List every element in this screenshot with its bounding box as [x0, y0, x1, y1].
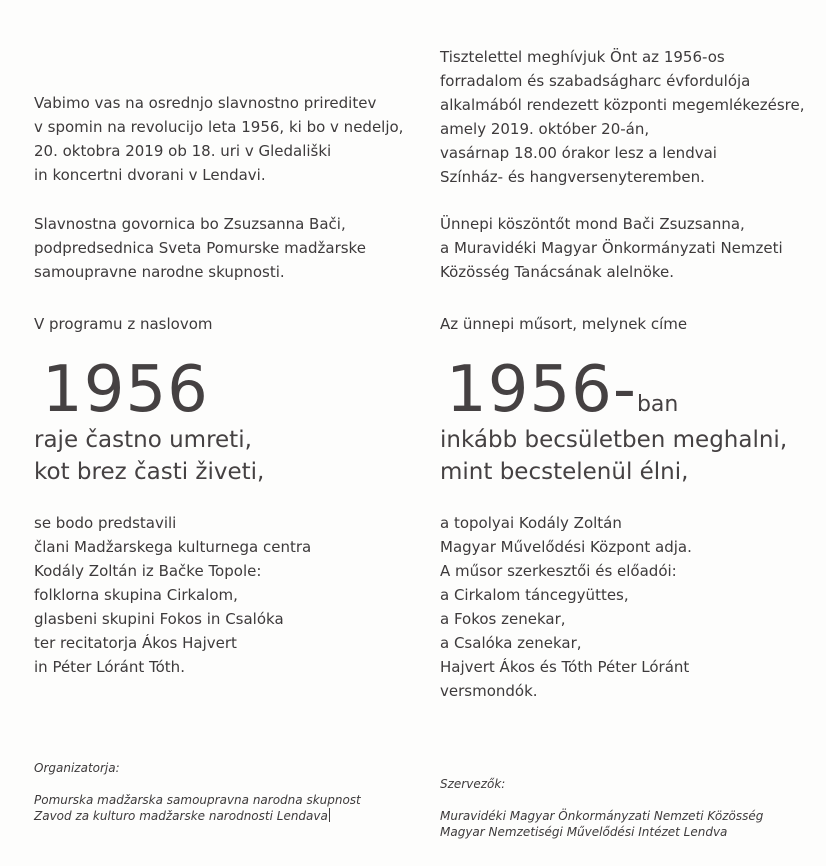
slovene-invitation-text: Vabimo vas na osrednjo slavnostno prireditev v spomin na revolucijo leta 1956, ki bo v nedeljo, 20. oktobra 2019 ob 18. uri v Gledališki in koncertni dvorani v Lendavi. — [34, 94, 404, 184]
hungarian-motto: inkább becsületben meghalni, mint becstelenül élni, — [440, 427, 788, 485]
hungarian-organizers — [440, 760, 826, 840]
hungarian-invitation-text: Tisztelettel meghívjuk Önt az 1956-os forradalom és szabadságharc évfordulója alkalmából rendezett központi megemlékezésre, amely 2019. október 20-án, vasárnap 18.00 órakor lesz a lendvai Színház- és hangversenyteremben. — [440, 48, 805, 186]
slovene-organizers-heading: Organizatorja: — [34, 761, 120, 775]
hungarian-speaker-text: Ünnepi köszöntőt mond Bači Zsuzsanna, a Muravidéki Magyar Önkormányzati Nemzeti Közösség Tanácsának alelnöke. — [440, 215, 783, 281]
slovene-speaker-text: Slavnostna govornica bo Zsuzsanna Bači, podpredsednica Sveta Pomurske madžarske samoupravne narodne skupnosti. — [34, 215, 366, 281]
slovene-organizers-list: Pomurska madžarska samoupravna narodna skupnost Zavod za kulturo madžarske narodnosti Lendava — [34, 793, 361, 823]
hungarian-program-intro: Az ünnepi műsort, melynek címe — [440, 315, 688, 333]
hungarian-organizers-heading: Szervezők: — [440, 777, 506, 791]
slovene-program-intro: V programu z naslovom — [34, 315, 213, 333]
slovene-year: 1956 — [42, 353, 209, 427]
hungarian-year-suffix: ban — [636, 392, 679, 417]
text-cursor — [329, 808, 330, 822]
hungarian-organizers-list: Muravidéki Magyar Önkormányzati Nemzeti Közösség Magyar Nemzetiségi Művelődési Intézet Lendva — [440, 809, 764, 839]
hungarian-performers-text: a topolyai Kodály Zoltán Magyar Művelődési Központ adja. A műsor szerkesztői és előadói: a Cirkalom táncegyüttes, a Fokos zenekar, a Csalóka zenekar, Hajvert Ákos és Tóth Péter Lóránt versmondók. — [440, 514, 692, 700]
hungarian-year: 1956- — [446, 353, 637, 427]
slovene-performers-text: se bodo predstavili člani Madžarskega kulturnega centra Kodály Zoltán iz Bačke Topole: folklorna skupina Cirkalom, glasbeni skupini Fokos in Csalóka ter recitatorja Ákos Hajvert in Péter Lóránt Tóth. — [34, 514, 312, 676]
slovene-motto: raje častno umreti, kot brez časti živeti, — [34, 427, 265, 485]
slovene-year-title — [42, 353, 209, 427]
slovene-organizers — [34, 744, 434, 824]
